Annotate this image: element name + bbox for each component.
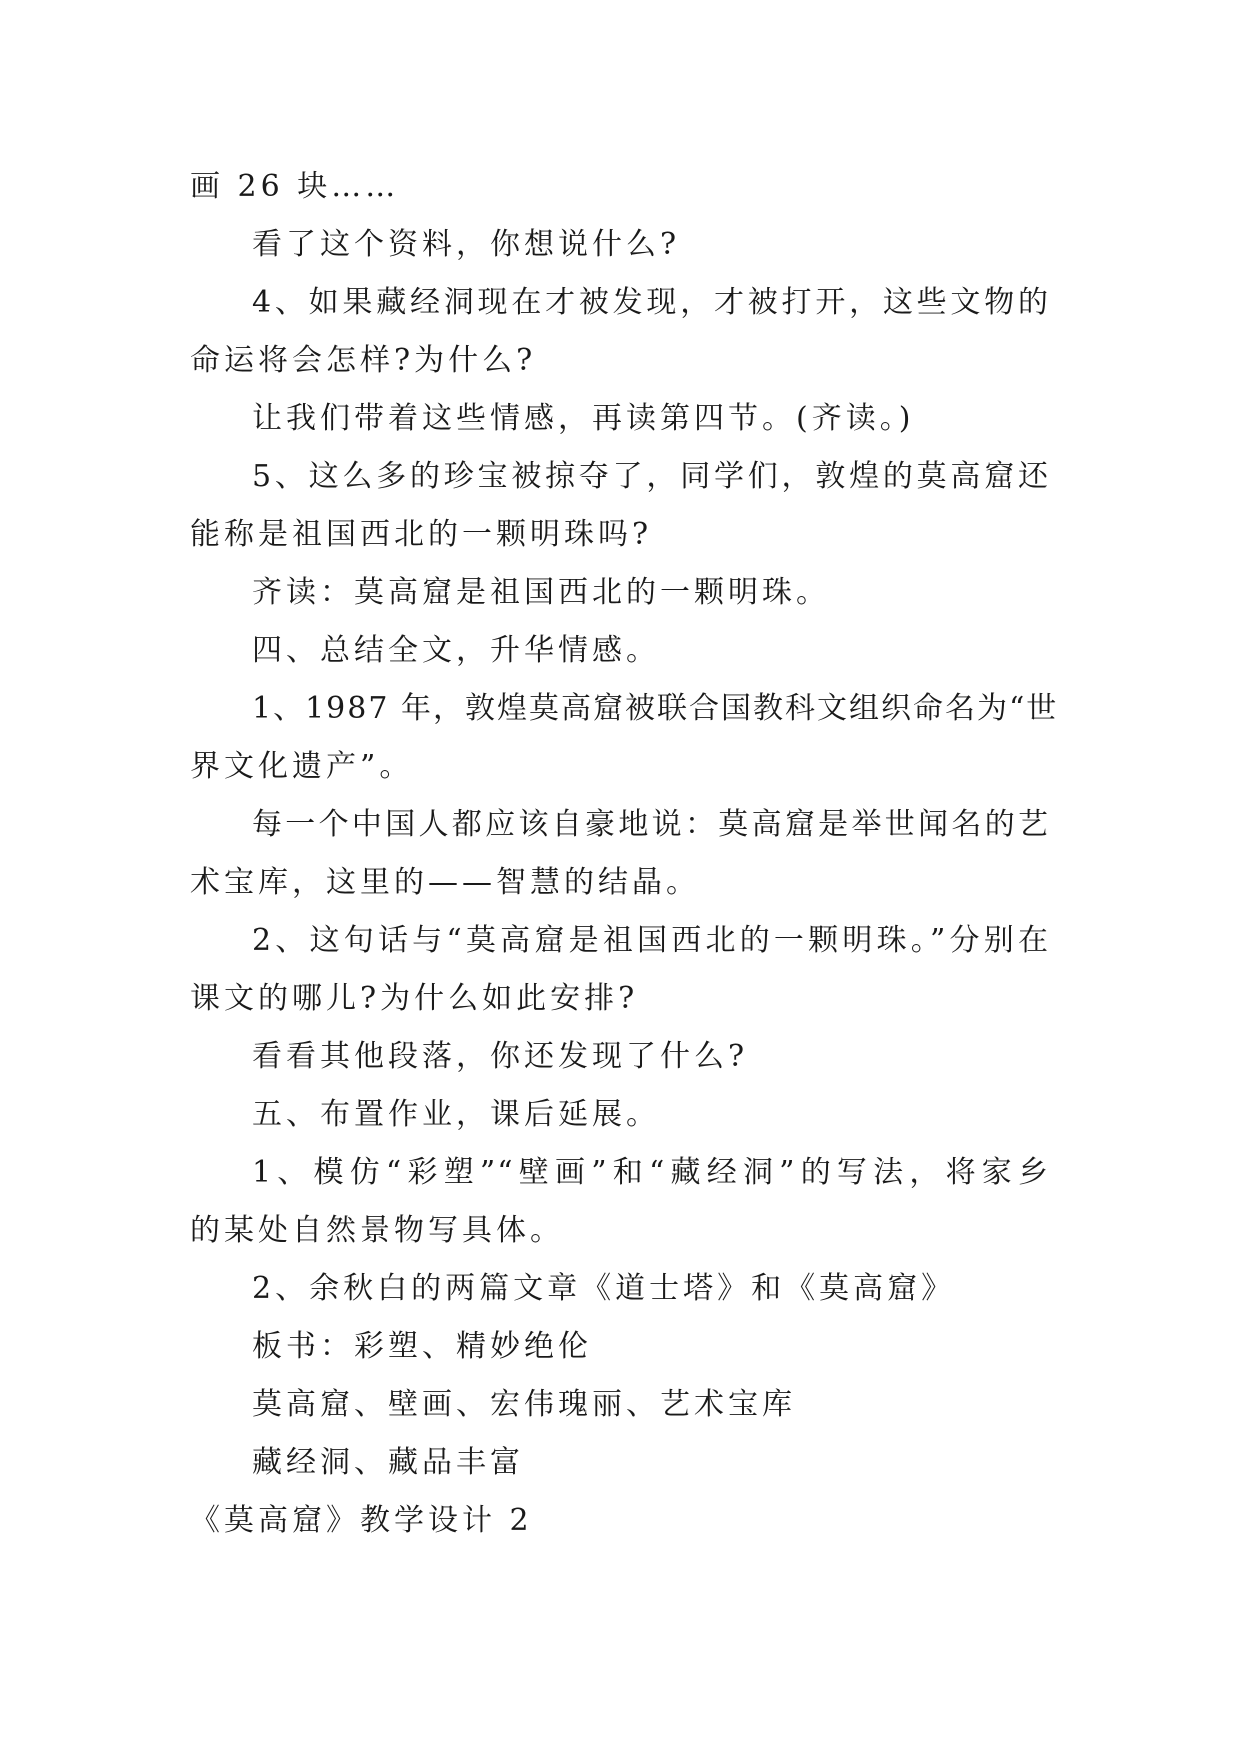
text-line: 每一个中国人都应该自豪地说：莫高窟是举世闻名的艺: [252, 807, 1050, 842]
text-line: 4、如果藏经洞现在才被发现，才被打开，这些文物的: [252, 285, 1050, 320]
text-line: 的某处自然景物写具体。: [190, 1213, 564, 1248]
text-line: 让我们带着这些情感，再读第四节。(齐读。): [252, 401, 915, 436]
text-line: 1、1987 年，敦煌莫高窟被联合国教科文组织命名为“世: [252, 691, 1059, 726]
text-line: 课文的哪儿?为什么如此安排?: [190, 981, 639, 1016]
document-heading: 《莫高窟》教学设计 2: [190, 1503, 533, 1538]
text-line: 看了这个资料，你想说什么?: [252, 227, 681, 262]
text-line: 5、这么多的珍宝被掠夺了，同学们，敦煌的莫高窟还: [252, 459, 1050, 494]
text-line: 界文化遗产”。: [190, 749, 414, 784]
section-heading: 四、总结全文，升华情感。: [252, 633, 660, 668]
text-line: 2、这句话与“莫高窟是祖国西北的一颗明珠。”分别在: [252, 923, 1050, 958]
text-line: 能称是祖国西北的一颗明珠吗?: [190, 517, 653, 552]
text-line: 藏经洞、藏品丰富: [252, 1445, 524, 1480]
text-line: 莫高窟、壁画、宏伟瑰丽、艺术宝库: [252, 1387, 796, 1422]
text-line: 看看其他段落，你还发现了什么?: [252, 1039, 749, 1074]
section-heading: 五、布置作业，课后延展。: [252, 1097, 660, 1132]
text-line: 术宝库，这里的——智慧的结晶。: [190, 865, 700, 900]
text-line: 1、模仿“彩塑”“壁画”和“藏经洞”的写法，将家乡: [252, 1155, 1050, 1190]
text-line: 2、余秋白的两篇文章《道士塔》和《莫高窟》: [252, 1271, 956, 1306]
text-line: 板书：彩塑、精妙绝伦: [252, 1329, 592, 1364]
text-line: 画 26 块……: [190, 169, 400, 204]
text-line: 齐读：莫高窟是祖国西北的一颗明珠。: [252, 575, 830, 610]
text-line: 命运将会怎样?为什么?: [190, 343, 537, 378]
document-body: [190, 158, 1059, 1550]
